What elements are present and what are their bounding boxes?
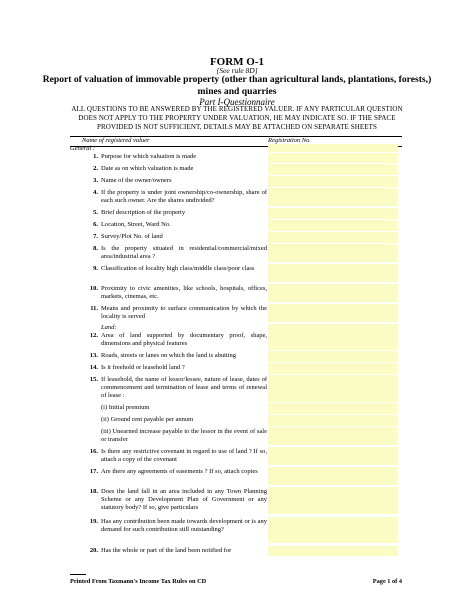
item-text: Has any contribution been made towards development or is any demand for such contribution still outstanding?: [101, 518, 267, 534]
answer-field[interactable]: [268, 427, 398, 445]
answer-field[interactable]: [268, 232, 398, 243]
answer-field[interactable]: [268, 220, 398, 231]
item-number: 6.: [93, 221, 98, 228]
item-number: 19.: [89, 518, 98, 525]
item-text: Brief description of the property: [101, 209, 186, 216]
item-number: 9.: [93, 265, 98, 272]
answer-field[interactable]: [268, 487, 398, 514]
item-text: Survey/Plot No. of land: [101, 233, 163, 240]
page-number: Page 1 of 4: [372, 578, 402, 585]
answer-field[interactable]: [268, 324, 398, 350]
valuer-name-label: Name of registered valuer: [82, 137, 150, 144]
answer-field[interactable]: [268, 447, 398, 465]
answer-field[interactable]: [268, 188, 398, 206]
form-title: FORM O-1: [209, 56, 265, 68]
answer-field[interactable]: [268, 208, 398, 219]
item-text: Date as on which valuation is made: [101, 165, 194, 172]
registration-no-label: Registration No.: [268, 137, 311, 144]
answer-field[interactable]: [268, 467, 398, 485]
item-text: (ii) Ground rent payable per annum: [101, 416, 194, 423]
item-text: Roads, streets or lanes on which the land is abutting: [101, 352, 237, 359]
answer-field[interactable]: [268, 304, 398, 322]
answer-field[interactable]: [268, 351, 398, 362]
item-number: 16.: [89, 448, 98, 455]
answer-field[interactable]: [268, 546, 398, 556]
item-number: 18.: [89, 488, 98, 495]
item-number: 11.: [90, 305, 98, 312]
answer-field[interactable]: [268, 363, 398, 374]
part-title: Part I-Questionnaire: [199, 97, 275, 107]
item-number: 7.: [93, 233, 98, 240]
item-number: 12.: [89, 332, 98, 339]
answer-field[interactable]: [268, 244, 398, 262]
item-text: Are there any agreements of easements ? If so, attach copies: [101, 468, 258, 475]
item-text: Does the land fall in an area included in any Town Planning Scheme or any Development Plan of Government or any statutory body? If so, give particulars: [101, 488, 267, 512]
answer-field[interactable]: [268, 415, 398, 426]
general-section-label: General :: [70, 145, 96, 152]
item-text: Area of land supported by documentary proof, shape, dimensions and physical features: [101, 332, 267, 348]
item-number: 5.: [93, 209, 98, 216]
answer-field[interactable]: [268, 375, 398, 402]
item-number: 15.: [89, 376, 98, 383]
answer-field[interactable]: [268, 517, 398, 543]
item-text: Is the property situated in residential/commercial/mixed area/industrial area ?: [101, 245, 267, 261]
rule-reference: [See rule 8D]: [216, 66, 258, 75]
item-text: Location, Street, Ward No.: [101, 221, 171, 228]
item-text: Classification of locality high class/middle class/poor class: [101, 265, 255, 272]
answer-field[interactable]: [268, 284, 398, 302]
item-text: (i) Initial premium: [101, 404, 150, 411]
footer-rule: [70, 574, 86, 575]
item-number: 2.: [93, 165, 98, 172]
answer-field[interactable]: [268, 176, 398, 187]
item-text: Is it freehold or leasehold land ?: [101, 364, 185, 371]
report-heading: Report of valuation of immovable property (other than agricultural lands, plantations, forests,) mines and quarries: [42, 74, 432, 97]
item-text: Proximity to civic amenities, like schools, hospitals, offices, markets, cinemas, etc.: [101, 285, 267, 301]
item-number: 17.: [89, 468, 98, 475]
item-number: 8.: [93, 245, 98, 252]
item-text: If leasehold, the name of lessor/lessee, nature of lease, dates of commencement and termination of lease and terms of renewal of lease :: [101, 376, 267, 400]
item-number: 3.: [93, 177, 98, 184]
item-number: 4.: [93, 189, 98, 196]
item-text: Means and proximity to surface communication by which the locality is served: [101, 305, 267, 321]
answer-field[interactable]: [268, 153, 398, 163]
footer-source: Printed From Taxmann's Income Tax Rules on CD: [70, 578, 207, 585]
land-section-label: Land:: [101, 324, 117, 331]
instructions: ALL QUESTIONS TO BE ANSWERED BY THE REGISTERED VALUER. IF ANY PARTICULAR QUESTION DOES NOT APPLY TO THE PROPERTY UNDER VALUATION, HE MAY INDICATE SO. IF THE SPACE PROVIDED IS NOT SUFFICIENT, DETAILS MAY BE ATTACHED ON SEPARATE SHEETS: [71, 105, 403, 131]
item-number: 10.: [89, 285, 98, 292]
answer-field[interactable]: [268, 264, 398, 282]
item-number: 14.: [89, 364, 98, 371]
item-text: Is there any restrictive covenant in regard to use of land ? If so, attach a copy of the covenant: [101, 448, 267, 464]
item-text: Name of the owner/owners: [101, 177, 172, 184]
item-number: 13.: [89, 352, 98, 359]
item-number: 1.: [93, 153, 98, 160]
item-text: (iii) Unearned increase payable to the lessor in the event of sale or transfer: [101, 428, 267, 444]
item-text: If the property is under joint ownership/co-ownership, share of each such owner. Are the shares undivided?: [101, 189, 267, 205]
item-text: Has the whole or part of the land been notified for: [101, 547, 232, 554]
item-text: Purpose for which valuation is made: [101, 153, 197, 160]
answer-field[interactable]: [268, 164, 398, 175]
general-answer-field[interactable]: [268, 144, 398, 152]
item-number: 20.: [89, 547, 98, 554]
answer-field[interactable]: [268, 403, 398, 414]
